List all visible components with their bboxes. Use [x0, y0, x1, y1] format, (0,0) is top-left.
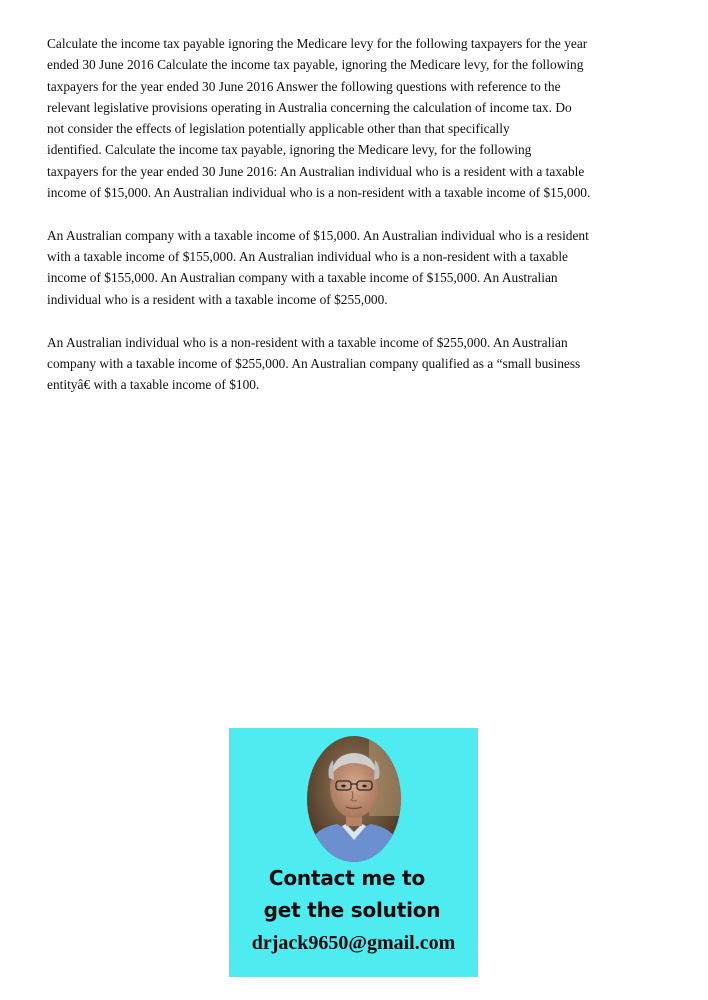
text-line: company with a taxable income of $255,000. An Australian company qualified as a “small business — [47, 355, 581, 371]
text-line: identified. Calculate the income tax payable, ignoring the Medicare levy, for the following — [47, 142, 532, 158]
text-line: Calculate the income tax payable ignoring the Medicare levy for the following taxpayers for the year — [47, 36, 588, 51]
text-line: relevant legislative provisions operating in Australia concerning the calculation of income tax. Do — [47, 99, 572, 115]
text-line: An Australian individual who is a non-resident with a taxable income of $255,000. An Australian — [47, 334, 568, 350]
contact-email[interactable]: drjack9650@gmail.com — [251, 932, 456, 954]
text-line: individual who is a resident with a taxable income of $255,000. — [47, 291, 388, 307]
contact-promo-banner — [229, 728, 478, 977]
text-line: taxpayers for the year ended 30 June 2016: An Australian individual who is a resident with a taxable — [47, 163, 585, 179]
text-line: An Australian company with a taxable income of $15,000. An Australian individual who is a resident — [47, 227, 589, 243]
document-body — [47, 33, 637, 395]
paragraph-gap — [47, 203, 637, 225]
text-line: taxpayers for the year ended 30 June 2016 Answer the following questions with reference to the — [47, 78, 561, 94]
text-line: entityâ€ with a taxable income of $100. — [47, 377, 260, 393]
portrait-photo — [307, 736, 401, 862]
text-line: with a taxable income of $155,000. An Australian individual who is a non-resident with a taxable — [47, 249, 569, 265]
paragraph-gap — [47, 310, 637, 332]
text-line: not consider the effects of legislation potentially applicable other than that specifically — [47, 121, 510, 137]
text-line: ended 30 June 2016 Calculate the income tax payable, ignoring the Medicare levy, for the following — [47, 57, 584, 73]
promo-heading-line-2: get the solution — [263, 898, 441, 922]
text-line: income of $15,000. An Australian individual who is a non-resident with a taxable income of $15,000. — [47, 185, 591, 201]
promo-heading-line-1: Contact me to — [268, 866, 426, 890]
text-line: income of $155,000. An Australian company with a taxable income of $155,000. An Australian — [47, 270, 558, 286]
